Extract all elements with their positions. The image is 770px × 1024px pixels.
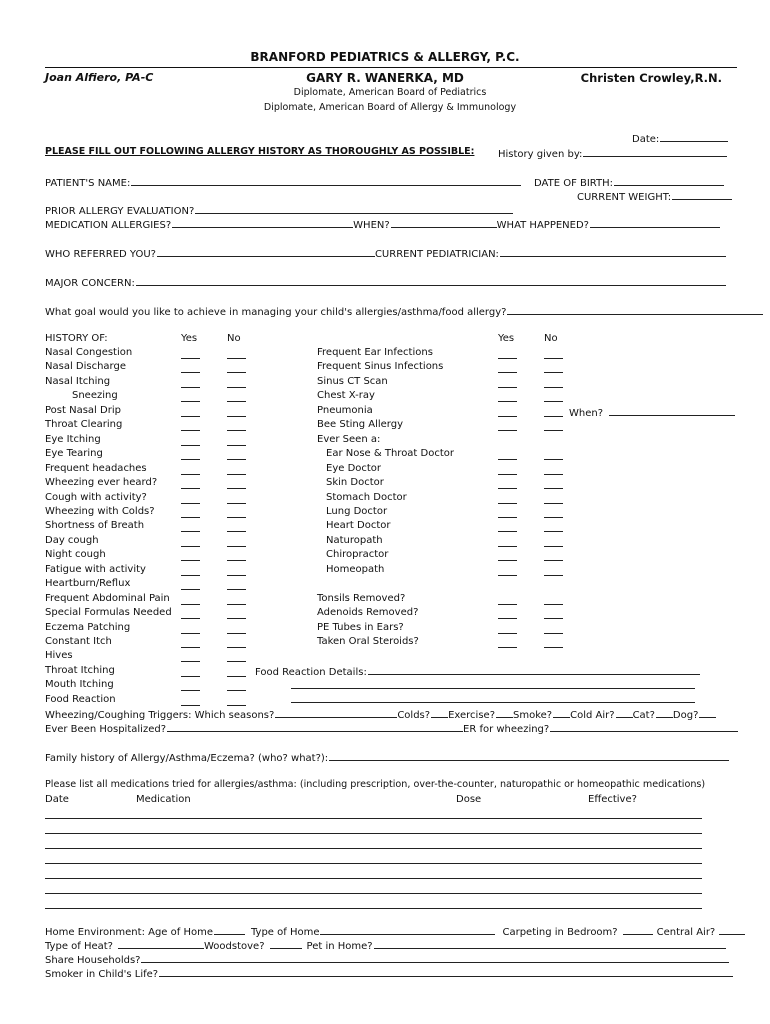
credential-2: Diplomate, American Board of Allergy & Immunology: [263, 102, 517, 113]
exercise-label: Exercise?: [448, 710, 495, 721]
provider-left: Joan Alfiero, PA-C: [45, 71, 154, 84]
history-left-yes-blank[interactable]: [181, 517, 200, 518]
major-concern-label: MAJOR CONCERN:: [45, 278, 135, 289]
history-right-item: Sinus CT Scan: [317, 375, 388, 387]
history-right-item: Lung Doctor: [326, 505, 388, 517]
history-right-no-blank[interactable]: [544, 358, 563, 359]
history-title: HISTORY OF:: [45, 333, 108, 344]
history-left-no-blank[interactable]: [227, 676, 246, 677]
history-left-no-blank[interactable]: [227, 546, 246, 547]
history-left-yes-blank[interactable]: [181, 445, 200, 446]
smoker-label: Smoker in Child's Life?: [45, 969, 159, 980]
history-right-item: Chest X-ray: [317, 390, 375, 402]
history-left-yes-blank[interactable]: [181, 633, 200, 634]
history-right-no-blank[interactable]: [544, 459, 563, 460]
history-left-yes-blank[interactable]: [181, 661, 200, 662]
history-left-item: Nasal Discharge: [45, 361, 126, 373]
history-left-no-blank[interactable]: [227, 372, 246, 373]
history-right-no-blank[interactable]: [544, 531, 563, 532]
history-left-no-blank[interactable]: [227, 661, 246, 662]
history-right-item: Frequent Sinus Infections: [317, 361, 444, 373]
smoke-label: Smoke?: [513, 710, 553, 721]
history-left-item: Fatigue with activity: [45, 563, 146, 575]
history-left-no-blank[interactable]: [227, 618, 246, 619]
major-concern-field[interactable]: [45, 275, 726, 289]
prior-eval-field[interactable]: [45, 203, 513, 217]
home-row-3[interactable]: [45, 952, 729, 966]
history-right-yes-blank[interactable]: [498, 474, 517, 475]
colds-label: Colds?: [397, 710, 431, 721]
history-left-no-blank[interactable]: [227, 633, 246, 634]
med-allergies-label: MEDICATION ALLERGIES?: [45, 220, 172, 231]
history-right-no-blank[interactable]: [544, 575, 563, 576]
history-right-no-blank[interactable]: [544, 560, 563, 561]
history-left-no-blank[interactable]: [227, 560, 246, 561]
history-right-no-blank[interactable]: [544, 503, 563, 504]
history-right-yes-blank[interactable]: [498, 531, 517, 532]
history-right-yes-blank[interactable]: [498, 604, 517, 605]
history-left-no-blank[interactable]: [227, 705, 246, 706]
history-given-by-label: History given by:: [498, 149, 583, 160]
history-no-header-right: No: [544, 333, 558, 344]
history-left-no-blank[interactable]: [227, 401, 246, 402]
history-left-yes-blank[interactable]: [181, 488, 200, 489]
home-row-4[interactable]: [45, 966, 733, 980]
history-left-item: Cough with activity?: [45, 491, 147, 503]
history-left-item: Constant Itch: [45, 636, 112, 647]
medication-line-4[interactable]: [45, 863, 702, 864]
dob-label: DATE OF BIRTH:: [534, 178, 614, 189]
family-history-label: Family history of Allergy/Asthma/Eczema? (who? what?):: [45, 753, 329, 764]
history-left-item: Wheezing ever heard?: [45, 477, 158, 489]
carpeting-label: Carpeting in Bedroom?: [502, 927, 618, 938]
history-right-item: Pneumonia: [317, 404, 373, 416]
history-left-yes-blank[interactable]: [181, 546, 200, 547]
history-right-item: Stomach Doctor: [326, 491, 407, 503]
practice-name: BRANFORD PEDIATRICS & ALLERGY, P.C.: [250, 50, 520, 64]
central-air-label: Central Air?: [656, 927, 716, 938]
what-happened-label: WHAT HAPPENED?: [496, 220, 589, 231]
history-left-item: Sneezing: [72, 390, 118, 402]
history-right-yes-blank[interactable]: [498, 488, 517, 489]
medication-line-6[interactable]: [45, 893, 702, 894]
referral-row[interactable]: [45, 246, 726, 260]
header-rule: [45, 67, 737, 68]
history-left-item: Wheezing with Colds?: [45, 505, 155, 517]
medications-col-dose: Dose: [456, 794, 482, 805]
history-right-item: Skin Doctor: [326, 477, 384, 489]
medication-line-1[interactable]: [45, 818, 702, 819]
history-right-item: Tonsils Removed?: [317, 592, 406, 604]
history-left-yes-blank[interactable]: [181, 589, 200, 590]
pneumonia-when-field[interactable]: [569, 405, 735, 419]
history-right-no-blank[interactable]: [544, 474, 563, 475]
medication-line-3[interactable]: [45, 848, 702, 849]
history-left-no-blank[interactable]: [227, 488, 246, 489]
pet-label: Pet in Home?: [306, 941, 373, 952]
pneumonia-when-label: When?: [569, 408, 604, 419]
history-right-no-blank[interactable]: [544, 647, 563, 648]
history-no-header: No: [227, 333, 241, 344]
history-right-no-blank[interactable]: [544, 401, 563, 402]
history-left-yes-blank[interactable]: [181, 560, 200, 561]
history-left-no-blank[interactable]: [227, 387, 246, 388]
date-label: Date:: [632, 134, 660, 145]
history-left-no-blank[interactable]: [227, 647, 246, 648]
medication-line-7[interactable]: [45, 908, 702, 909]
history-left-item: Day cough: [45, 534, 99, 546]
history-left-no-blank[interactable]: [227, 604, 246, 605]
patient-name-field[interactable]: [45, 175, 521, 189]
history-left-yes-blank[interactable]: [181, 575, 200, 576]
history-right-no-blank[interactable]: [544, 387, 563, 388]
history-right-yes-blank[interactable]: [498, 401, 517, 402]
medications-col-effective: Effective?: [588, 794, 637, 805]
medication-line-5[interactable]: [45, 878, 702, 879]
history-left-item: Nasal Congestion: [45, 347, 133, 358]
who-referred-label: WHO REFERRED YOU?: [45, 249, 156, 260]
provider-right: Christen Crowley,R.N.: [580, 71, 722, 85]
history-right-item: Heart Doctor: [326, 520, 391, 532]
history-left-item: Food Reaction: [45, 693, 116, 705]
history-right-yes-blank[interactable]: [498, 503, 517, 504]
history-left-yes-blank[interactable]: [181, 358, 200, 359]
cat-label: Cat?: [632, 710, 655, 721]
history-right-item: Ear Nose & Throat Doctor: [326, 448, 455, 460]
history-right-yes-blank[interactable]: [498, 618, 517, 619]
history-left-no-blank[interactable]: [227, 517, 246, 518]
food-reaction-details-label: Food Reaction Details:: [255, 667, 367, 678]
history-left-no-blank[interactable]: [227, 358, 246, 359]
history-right-yes-blank[interactable]: [498, 546, 517, 547]
history-left-yes-blank[interactable]: [181, 430, 200, 431]
history-right-item: Adenoids Removed?: [317, 607, 419, 619]
history-left-yes-blank[interactable]: [181, 705, 200, 706]
history-given-by-field[interactable]: [498, 146, 727, 160]
history-left-yes-blank[interactable]: [181, 531, 200, 532]
history-right-yes-blank[interactable]: [498, 560, 517, 561]
history-left-item: Mouth Itching: [45, 679, 114, 691]
history-left-yes-blank[interactable]: [181, 387, 200, 388]
history-left-no-blank[interactable]: [227, 416, 246, 417]
history-left-item: Eye Tearing: [45, 448, 103, 460]
history-right-item: Chiropractor: [326, 549, 389, 561]
dob-field[interactable]: [534, 175, 724, 189]
cold-air-label: Cold Air?: [570, 710, 615, 721]
history-left-yes-blank[interactable]: [181, 647, 200, 648]
history-left-yes-blank[interactable]: [181, 474, 200, 475]
history-right-no-blank[interactable]: [544, 604, 563, 605]
provider-center: GARY R. WANERKA, MD: [306, 71, 464, 85]
weight-field[interactable]: [577, 189, 732, 203]
history-right-yes-blank[interactable]: [498, 633, 517, 634]
history-left-yes-blank[interactable]: [181, 503, 200, 504]
food-reaction-details-field[interactable]: [255, 664, 700, 678]
history-left-yes-blank[interactable]: [181, 416, 200, 417]
weight-label: CURRENT WEIGHT:: [577, 192, 672, 203]
share-households-label: Share Households?: [45, 955, 141, 966]
history-left-no-blank[interactable]: [227, 531, 246, 532]
history-left-yes-blank[interactable]: [181, 372, 200, 373]
triggers-label: Wheezing/Coughing Triggers: Which seasons?: [45, 710, 275, 721]
history-right-no-blank[interactable]: [544, 372, 563, 373]
history-right-no-blank[interactable]: [544, 633, 563, 634]
when-label: WHEN?: [353, 220, 390, 231]
history-right-yes-blank[interactable]: [498, 387, 517, 388]
history-left-yes-blank[interactable]: [181, 604, 200, 605]
home-row-2[interactable]: [45, 938, 726, 952]
history-right-yes-blank[interactable]: [498, 358, 517, 359]
history-left-yes-blank[interactable]: [181, 618, 200, 619]
history-left-item: Shortness of Breath: [45, 520, 145, 532]
history-right-item: Frequent Ear Infections: [317, 347, 433, 358]
history-left-item: Throat Clearing: [45, 419, 123, 431]
history-left-item: Frequent Abdominal Pain: [45, 592, 170, 604]
history-left-item: Nasal Itching: [45, 375, 111, 387]
history-right-yes-blank[interactable]: [498, 430, 517, 431]
history-right-item: Taken Oral Steroids?: [317, 636, 419, 647]
history-right-item: Eye Doctor: [326, 462, 382, 474]
medications-col-medication: Medication: [136, 794, 191, 805]
history-left-no-blank[interactable]: [227, 474, 246, 475]
history-left-no-blank[interactable]: [227, 690, 246, 691]
history-right-item: Homeopath: [326, 563, 385, 575]
patient-name-label: PATIENT'S NAME:: [45, 178, 131, 189]
history-right-no-blank[interactable]: [544, 488, 563, 489]
credential-1: Diplomate, American Board of Pediatrics: [293, 87, 487, 98]
food-reaction-line-3[interactable]: [290, 692, 695, 706]
history-yes-header: Yes: [181, 333, 198, 344]
history-right-no-blank[interactable]: [544, 618, 563, 619]
medications-col-date: Date: [45, 794, 69, 805]
dog-label: Dog?: [672, 710, 699, 721]
history-yes-header-right: Yes: [498, 333, 515, 344]
age-of-home-label: Home Environment: Age of Home: [45, 927, 213, 938]
history-left-no-blank[interactable]: [227, 503, 246, 504]
history-left-yes-blank[interactable]: [181, 459, 200, 460]
history-right-yes-blank[interactable]: [498, 647, 517, 648]
history-left-item: Eye Itching: [45, 433, 101, 445]
history-left-no-blank[interactable]: [227, 459, 246, 460]
type-of-home-label: Type of Home: [250, 927, 320, 938]
history-left-item: Special Formulas Needed: [45, 607, 172, 619]
history-left-item: Eczema Patching: [45, 621, 131, 633]
woodstove-label: Woodstove?: [204, 941, 265, 952]
history-right-no-blank[interactable]: [544, 416, 563, 417]
er-label: ER for wheezing?: [463, 724, 550, 735]
history-right-yes-blank[interactable]: [498, 517, 517, 518]
history-left-item: Frequent headaches: [45, 462, 147, 474]
history-left-item: Post Nasal Drip: [45, 404, 121, 416]
history-left-no-blank[interactable]: [227, 430, 246, 431]
history-right-yes-blank[interactable]: [498, 459, 517, 460]
history-right-yes-blank[interactable]: [498, 372, 517, 373]
history-right-no-blank[interactable]: [544, 546, 563, 547]
food-reaction-line-2[interactable]: [290, 678, 695, 692]
history-right-yes-blank[interactable]: [498, 416, 517, 417]
heat-label: Type of Heat?: [45, 941, 113, 952]
hospitalized-row[interactable]: [45, 721, 738, 735]
date-field[interactable]: [632, 131, 728, 145]
medications-instruction: Please list all medications tried for allergies/asthma: (including prescription, over-the-counter, naturopathic or homeopathic medications): [45, 779, 706, 790]
history-right-no-blank[interactable]: [544, 430, 563, 431]
history-left-no-blank[interactable]: [227, 445, 246, 446]
history-right-item: PE Tubes in Ears?: [317, 621, 404, 633]
medication-line-2[interactable]: [45, 833, 702, 834]
med-allergies-row[interactable]: [45, 217, 720, 231]
current-pediatrician-label: CURRENT PEDIATRICIAN:: [374, 249, 499, 260]
history-left-yes-blank[interactable]: [181, 676, 200, 677]
history-left-no-blank[interactable]: [227, 575, 246, 576]
history-left-item: Night cough: [45, 549, 106, 561]
history-left-item: Hives: [45, 650, 73, 662]
history-right-no-blank[interactable]: [544, 517, 563, 518]
goal-field[interactable]: [45, 304, 763, 318]
history-right-item: Bee Sting Allergy: [317, 419, 404, 431]
form-instruction: PLEASE FILL OUT FOLLOWING ALLERGY HISTORY AS THOROUGHLY AS POSSIBLE:: [45, 146, 475, 157]
history-right-item: Ever Seen a:: [317, 433, 381, 445]
goal-label: What goal would you like to achieve in managing your child's allergies/asthma/food allergy?: [45, 307, 507, 318]
triggers-row[interactable]: [45, 707, 716, 721]
history-left-yes-blank[interactable]: [181, 690, 200, 691]
history-right-item: Naturopath: [326, 534, 383, 546]
prior-eval-label: PRIOR ALLERGY EVALUATION?: [45, 206, 195, 217]
history-left-item: Throat Itching: [45, 664, 115, 676]
history-left-item: Heartburn/Reflux: [45, 578, 131, 590]
history-left-yes-blank[interactable]: [181, 401, 200, 402]
home-row-1[interactable]: [45, 924, 745, 938]
history-right-yes-blank[interactable]: [498, 575, 517, 576]
hospitalized-label: Ever Been Hospitalized?: [45, 724, 166, 735]
family-history-field[interactable]: [45, 750, 729, 764]
history-left-no-blank[interactable]: [227, 589, 246, 590]
